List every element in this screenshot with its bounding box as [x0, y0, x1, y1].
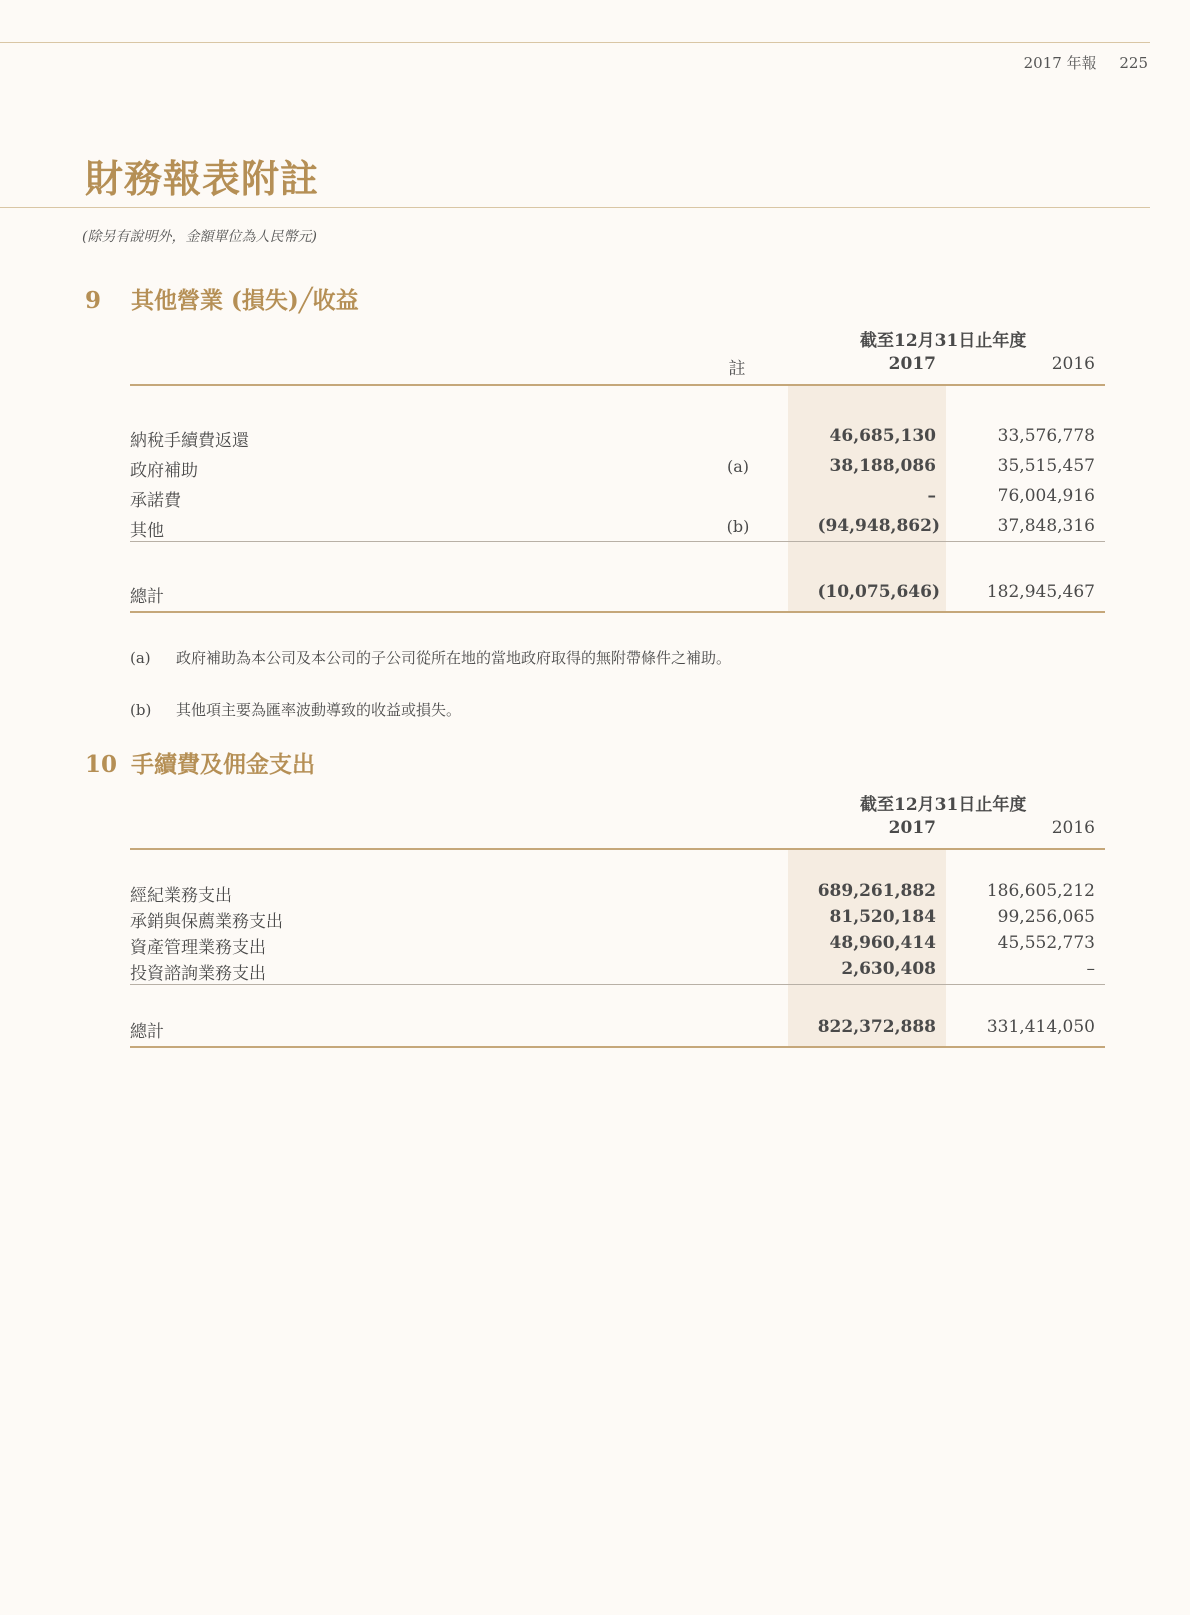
section-10-number: 10	[85, 751, 118, 778]
top-rule	[0, 42, 1150, 43]
section-10-row-2016: 99,256,065	[997, 907, 1095, 927]
section-10-period-header: 截至12月31日止年度	[860, 795, 1027, 815]
section-10-heading	[85, 746, 315, 779]
section-9-row-2016: 35,515,457	[997, 456, 1095, 476]
section-10-total-2017: 822,372,888	[817, 1017, 936, 1037]
footnote-a-label: (a)	[130, 649, 151, 667]
section-10-col-2017: 2017	[888, 818, 936, 838]
section-10-total-2016: 331,414,050	[986, 1017, 1095, 1037]
section-10-title: 手續費及佣金支出	[131, 751, 315, 778]
section-10-col-2016: 2016	[1051, 818, 1095, 838]
section-10-row-2016: 45,552,773	[997, 933, 1095, 953]
section-10-row-2017: 689,261,882	[817, 881, 936, 901]
title-rule	[0, 207, 1150, 208]
section-9-row-2017: 46,685,130	[829, 426, 936, 446]
section-9-note-header: 註	[728, 359, 746, 379]
footnote-b-text: 其他項主要為匯率波動導致的收益或損失。	[176, 701, 462, 719]
section-9-row-2016: 76,004,916	[997, 486, 1095, 506]
footnote-b-label: (b)	[130, 701, 152, 719]
section-9-row-2017: 38,188,086	[829, 456, 936, 476]
section-9-row-2017: (94,948,862)	[817, 516, 940, 536]
section-10-row-2016: –	[1086, 959, 1095, 979]
section-10-total-label: 總計	[130, 1022, 164, 1042]
section-9-period-header: 截至12月31日止年度	[860, 331, 1027, 351]
page-header	[1006, 52, 1148, 73]
section-9-row-note: (a)	[726, 457, 750, 476]
section-9-heading	[85, 282, 359, 315]
section-9-total-2017: (10,075,646)	[817, 582, 940, 602]
section-10-row-2017: 2,630,408	[841, 959, 936, 979]
section-9-row-2016: 33,576,778	[997, 426, 1095, 446]
page-number: 225	[1119, 54, 1148, 72]
section-9-col-2016: 2016	[1051, 354, 1095, 374]
section-10-subtotal-rule	[130, 984, 1105, 985]
section-10-row-label: 投資諮詢業務支出	[130, 964, 266, 984]
section-9-row-label: 納稅手續費返還	[130, 431, 249, 451]
year-label: 2017 年報	[1023, 54, 1097, 72]
section-9-header-rule	[130, 384, 1105, 386]
section-9-total-rule	[130, 611, 1105, 613]
section-9-row-2017: –	[927, 486, 936, 506]
section-9-title: 其他營業 (損失)╱收益	[131, 287, 359, 314]
section-9-row-label: 承諾費	[130, 491, 181, 511]
footnote-a	[130, 647, 731, 668]
page-subtitle: (除另有說明外，金額單位為人民幣元)	[82, 229, 317, 245]
section-9-total-2016: 182,945,467	[986, 582, 1095, 602]
section-9-total-label: 總計	[130, 587, 164, 607]
section-9-row-label: 政府補助	[130, 461, 198, 481]
section-9-row-label: 其他	[130, 521, 164, 541]
footnote-b	[130, 699, 461, 720]
section-9-col-2017: 2017	[888, 354, 936, 374]
section-10-row-label: 承銷與保薦業務支出	[130, 912, 283, 932]
footnote-a-text: 政府補助為本公司及本公司的子公司從所在地的當地政府取得的無附帶條件之補助。	[176, 649, 732, 667]
section-10-row-2017: 48,960,414	[829, 933, 936, 953]
section-10-row-2016: 186,605,212	[986, 881, 1095, 901]
section-10-row-label: 經紀業務支出	[130, 886, 232, 906]
section-10-row-2017: 81,520,184	[829, 907, 936, 927]
section-9-number: 9	[85, 287, 102, 314]
section-9-row-2016: 37,848,316	[997, 516, 1095, 536]
section-10-total-rule	[130, 1046, 1105, 1048]
page-title: 財務報表附註	[85, 156, 320, 201]
section-9-row-note: (b)	[726, 517, 750, 536]
section-10-header-rule	[130, 848, 1105, 850]
section-9-subtotal-rule	[130, 541, 1105, 542]
section-10-row-label: 資產管理業務支出	[130, 938, 266, 958]
